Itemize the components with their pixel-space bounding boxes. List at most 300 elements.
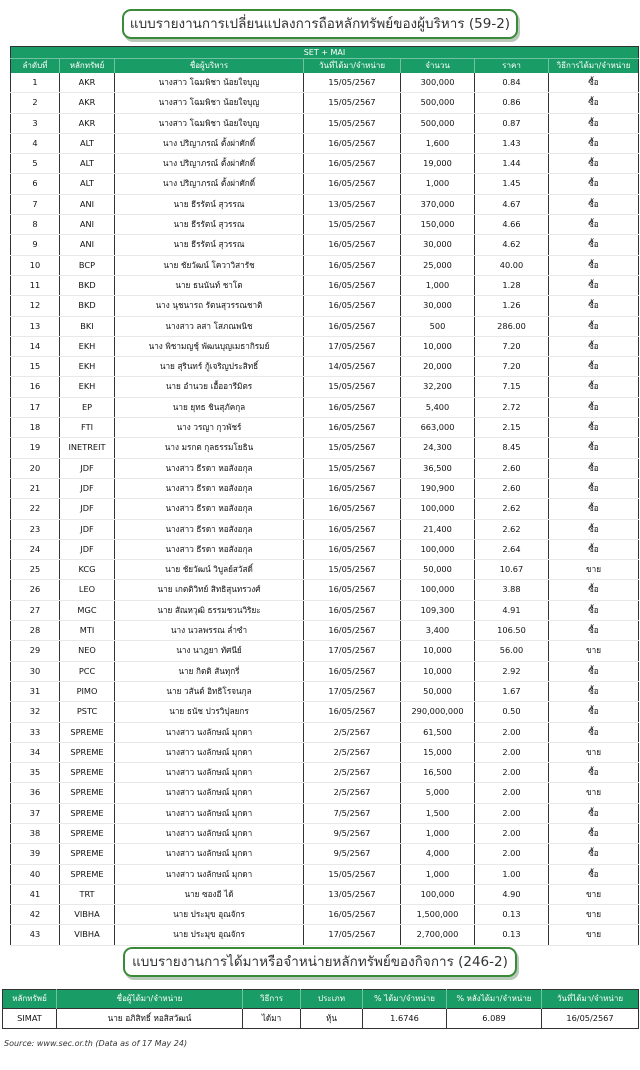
table-row (11, 499, 639, 519)
table-cell: 1.67 (475, 681, 549, 701)
table-cell: SPREME (60, 783, 115, 803)
table-cell: นาย กิตติ สันทุกรี่ (115, 661, 304, 681)
table-cell: 5,400 (401, 397, 475, 417)
table-cell: 1,000 (401, 864, 475, 884)
table-cell: SPREME (60, 864, 115, 884)
table-cell: นางสาว นงลักษณ์ มุกดา (115, 823, 304, 843)
column-header: หลักทรัพย์ (60, 59, 115, 74)
table-cell: EKH (60, 336, 115, 356)
column-header: จำนวน (401, 59, 475, 74)
table-cell: 7.20 (475, 336, 549, 356)
table-cell: 300,000 (401, 73, 475, 93)
table-cell: 16/05/2567 (542, 1009, 639, 1029)
report-59-2-title: แบบรายงานการเปลี่ยนแปลงการถือหลักทรัพย์ของผู้บริหาร (59-2) (122, 9, 518, 39)
table-cell: PCC (60, 661, 115, 681)
table-cell: VIBHA (60, 905, 115, 925)
table-row (11, 844, 639, 864)
table-cell: ซื้อ (549, 194, 639, 214)
table-row (11, 194, 639, 214)
column-header: % ได้มา/จำหน่าย (363, 990, 447, 1009)
table-cell: 6 (11, 174, 60, 194)
table-row (11, 884, 639, 904)
table-cell: นางสาว นงลักษณ์ มุกดา (115, 783, 304, 803)
table-cell: SPREME (60, 803, 115, 823)
table-cell: 23 (11, 519, 60, 539)
table-cell: ได้มา (243, 1009, 301, 1029)
table-cell: ซื้อ (549, 864, 639, 884)
table-cell: ซื้อ (549, 844, 639, 864)
table-cell: 15/05/2567 (304, 560, 401, 580)
table-cell: ซื้อ (549, 621, 639, 641)
table-cell: 32,200 (401, 377, 475, 397)
table-cell: 1 (11, 73, 60, 93)
table-cell: นาง ปริญาภรณ์ ตั้งผ่าศักดิ์ (115, 133, 304, 153)
table-cell: 20 (11, 458, 60, 478)
table-cell: 7.15 (475, 377, 549, 397)
table-cell: AKR (60, 93, 115, 113)
table-cell: 40.00 (475, 255, 549, 275)
table-cell: นางสาว ธีรดา หอสังอกุล (115, 539, 304, 559)
table-cell: 0.84 (475, 73, 549, 93)
table-cell: ขาย (549, 560, 639, 580)
table-cell: 2/5/2567 (304, 722, 401, 742)
table-cell: 1,600 (401, 133, 475, 153)
table-cell: 14 (11, 336, 60, 356)
table-cell: นาย เกตติวิทย์ สิทธิสุนทรวงศ์ (115, 580, 304, 600)
table-row (11, 275, 639, 295)
table-row (11, 925, 639, 945)
table-cell: 16/05/2567 (304, 580, 401, 600)
table-row (11, 661, 639, 681)
table-cell: ซื้อ (549, 499, 639, 519)
table-cell: 15/05/2567 (304, 377, 401, 397)
table-cell: นาย สุรินทร์ กู้เจริญประสิทธิ์ (115, 357, 304, 377)
table-cell: 36,500 (401, 458, 475, 478)
table-row (11, 681, 639, 701)
table-cell: BCP (60, 255, 115, 275)
table-cell: นาย สัณหวุฒิ ธรรมชวนวิริยะ (115, 600, 304, 620)
table-cell: AKR (60, 73, 115, 93)
table-cell: 2.64 (475, 539, 549, 559)
table-cell: 19 (11, 438, 60, 458)
table-cell: 1.28 (475, 275, 549, 295)
table-cell: AKR (60, 113, 115, 133)
table-cell: 2 (11, 93, 60, 113)
table-cell: 16/05/2567 (304, 397, 401, 417)
table-row (11, 560, 639, 580)
table-cell: 9/5/2567 (304, 823, 401, 843)
table-cell: 29 (11, 641, 60, 661)
table-cell: ซื้อ (549, 377, 639, 397)
table-cell: นาย ธีรรัตน์ สุวรรณ (115, 215, 304, 235)
table-cell: 19,000 (401, 154, 475, 174)
table-cell: ซื้อ (549, 519, 639, 539)
table-cell: 1,000 (401, 174, 475, 194)
table-row (11, 154, 639, 174)
table-cell: FTI (60, 418, 115, 438)
table-cell: 9/5/2567 (304, 844, 401, 864)
table-row (11, 641, 639, 661)
market-header: SET + MAI (11, 47, 639, 59)
table-cell: 17/05/2567 (304, 336, 401, 356)
table-cell: 109,300 (401, 600, 475, 620)
table-cell: 3,400 (401, 621, 475, 641)
table-cell: 15/05/2567 (304, 93, 401, 113)
table-cell: 2.92 (475, 661, 549, 681)
table-cell: EKH (60, 377, 115, 397)
table-cell: 35 (11, 763, 60, 783)
table-cell: 34 (11, 742, 60, 762)
table-cell: นาย ประมุข อุณจักร (115, 925, 304, 945)
table-cell: ซื้อ (549, 397, 639, 417)
table-cell: 3.88 (475, 580, 549, 600)
column-header: ชื่อผู้บริหาร (115, 59, 304, 74)
table-cell: 56.00 (475, 641, 549, 661)
table-row (11, 823, 639, 843)
table-cell: นางสาว นงลักษณ์ มุกดา (115, 742, 304, 762)
table-cell: ซื้อ (549, 113, 639, 133)
table-row (11, 73, 639, 93)
table-row (11, 133, 639, 153)
table-cell: LEO (60, 580, 115, 600)
column-header: วิธีการ (243, 990, 301, 1009)
table-cell: PSTC (60, 702, 115, 722)
table-cell: 500 (401, 316, 475, 336)
table-cell: 4 (11, 133, 60, 153)
table-cell: 10,000 (401, 336, 475, 356)
table-cell: BKD (60, 296, 115, 316)
table-cell: KCG (60, 560, 115, 580)
table-cell: 1.26 (475, 296, 549, 316)
table-cell: 20,000 (401, 357, 475, 377)
table-row (11, 600, 639, 620)
table-cell: นาง นุชนารถ รัตนสุวรรณชาติ (115, 296, 304, 316)
table-cell: 190,900 (401, 478, 475, 498)
table-cell: 5 (11, 154, 60, 174)
table-cell: ซื้อ (549, 478, 639, 498)
table-cell: 13 (11, 316, 60, 336)
table-cell: นาง นาฎยา ทัศนีย์ (115, 641, 304, 661)
table-cell: 2,700,000 (401, 925, 475, 945)
table-cell: SPREME (60, 823, 115, 843)
table-cell: 32 (11, 702, 60, 722)
table-cell: 6.089 (447, 1009, 542, 1029)
table-row (11, 215, 639, 235)
table-cell: 28 (11, 621, 60, 641)
table-cell: ซื้อ (549, 336, 639, 356)
table-cell: 15/05/2567 (304, 215, 401, 235)
table-cell: ซื้อ (549, 763, 639, 783)
table-cell: ซื้อ (549, 235, 639, 255)
table-cell: นางสาว ธีรดา หอสังอกุล (115, 499, 304, 519)
table-row (11, 580, 639, 600)
table-cell: MGC (60, 600, 115, 620)
table-cell: SPREME (60, 742, 115, 762)
table-cell: 16/05/2567 (304, 418, 401, 438)
table-cell: 17/05/2567 (304, 681, 401, 701)
table-cell: 5,000 (401, 783, 475, 803)
table-cell: นาง ปริญาภรณ์ ตั้งผ่าศักดิ์ (115, 154, 304, 174)
table-cell: 15 (11, 357, 60, 377)
table-cell: 16 (11, 377, 60, 397)
table-cell: SIMAT (3, 1009, 57, 1029)
table-row (11, 397, 639, 417)
table-cell: 100,000 (401, 884, 475, 904)
table-cell: นาย ธนัช ปวรวิปุลยกร (115, 702, 304, 722)
column-header: % หลังได้มา/จำหน่าย (447, 990, 542, 1009)
table-cell: 16/05/2567 (304, 133, 401, 153)
table-cell: 1,500 (401, 803, 475, 823)
table-cell: นางสาว โฉมพิชา น้อยใจบุญ (115, 93, 304, 113)
table-cell: 16/05/2567 (304, 499, 401, 519)
table-cell: นาย ชัยวัฒน์ วิบูลย์สวัสดิ์ (115, 560, 304, 580)
table-cell: ALT (60, 133, 115, 153)
table-cell: 1.6746 (363, 1009, 447, 1029)
table-cell: นางสาว นงลักษณ์ มุกดา (115, 864, 304, 884)
table-cell: ซื้อ (549, 681, 639, 701)
table-cell: 500,000 (401, 113, 475, 133)
table-cell: ขาย (549, 925, 639, 945)
table-cell: 14/05/2567 (304, 357, 401, 377)
table-cell: ซื้อ (549, 722, 639, 742)
table-cell: ANI (60, 215, 115, 235)
table-cell: 43 (11, 925, 60, 945)
table-cell: นางสาว นงลักษณ์ มุกดา (115, 722, 304, 742)
table-cell: 0.50 (475, 702, 549, 722)
table-cell: JDF (60, 539, 115, 559)
column-header: ราคา (475, 59, 549, 74)
table-cell: 42 (11, 905, 60, 925)
column-header: วันที่ได้มา/จำหน่าย (304, 59, 401, 74)
table-cell: 8 (11, 215, 60, 235)
table-cell: 40 (11, 864, 60, 884)
table-cell: 1,000 (401, 823, 475, 843)
column-header: หลักทรัพย์ (3, 990, 57, 1009)
table-cell: 4.66 (475, 215, 549, 235)
table-cell: 36 (11, 783, 60, 803)
table-cell: ซื้อ (549, 661, 639, 681)
table-cell: INETREIT (60, 438, 115, 458)
table-cell: 4.90 (475, 884, 549, 904)
table-cell: 16/05/2567 (304, 275, 401, 295)
table-cell: JDF (60, 458, 115, 478)
table-cell: นางสาว ธีรดา หอสังอกุล (115, 458, 304, 478)
table-cell: TRT (60, 884, 115, 904)
table-cell: ซื้อ (549, 73, 639, 93)
table-cell: 15,000 (401, 742, 475, 762)
table-cell: 1.45 (475, 174, 549, 194)
table-cell: ซื้อ (549, 458, 639, 478)
table-cell: 9 (11, 235, 60, 255)
table-row (3, 1009, 639, 1029)
table-cell: นางสาว โฉมพิชา น้อยใจบุญ (115, 113, 304, 133)
table-cell: 21,400 (401, 519, 475, 539)
table-cell: นาย อำนวย เอื้ออารีมิตร (115, 377, 304, 397)
table-cell: ALT (60, 174, 115, 194)
table-cell: 15/05/2567 (304, 73, 401, 93)
table-cell: 16/05/2567 (304, 702, 401, 722)
table-cell: 30,000 (401, 296, 475, 316)
table-cell: 16/05/2567 (304, 539, 401, 559)
table-row (11, 113, 639, 133)
table-cell: ซื้อ (549, 174, 639, 194)
table-row (11, 93, 639, 113)
table-row (11, 519, 639, 539)
table-cell: ขาย (549, 742, 639, 762)
table-cell: 500,000 (401, 93, 475, 113)
table-cell: 16/05/2567 (304, 296, 401, 316)
table-cell: 1.43 (475, 133, 549, 153)
table-cell: 30,000 (401, 235, 475, 255)
table-cell: 15/05/2567 (304, 458, 401, 478)
table-row (11, 357, 639, 377)
table-cell: 2.00 (475, 803, 549, 823)
table-cell: 15/05/2567 (304, 864, 401, 884)
table-cell: 2.62 (475, 499, 549, 519)
table-cell: ขาย (549, 905, 639, 925)
table-cell: นาง วรญา กุวพัชร์ (115, 418, 304, 438)
table-cell: นาง ปริญาภรณ์ ตั้งผ่าศักดิ์ (115, 174, 304, 194)
table-cell: 16/05/2567 (304, 600, 401, 620)
table-cell: 4.67 (475, 194, 549, 214)
table-cell: นาง พิชามญชุ์ พัฒนบุญเมธากิรมย์ (115, 336, 304, 356)
company-acquisition-table (2, 989, 639, 1029)
table-row (11, 905, 639, 925)
table-cell: 0.87 (475, 113, 549, 133)
table-cell: 100,000 (401, 580, 475, 600)
source-note: Source: www.sec.or.th (Data as of 17 May 24) (4, 1039, 188, 1048)
table-cell: ซื้อ (549, 803, 639, 823)
table-cell: 2.00 (475, 763, 549, 783)
table-row (11, 458, 639, 478)
table-cell: ซื้อ (549, 296, 639, 316)
table-cell: ซื้อ (549, 702, 639, 722)
table-cell: 0.13 (475, 925, 549, 945)
table-cell: 39 (11, 844, 60, 864)
table-cell: ซื้อ (549, 215, 639, 235)
table-cell: นางสาว โฉมพิชา น้อยใจบุญ (115, 73, 304, 93)
table-cell: นางสาว นงลักษณ์ มุกดา (115, 844, 304, 864)
table-row (11, 438, 639, 458)
table-cell: 2.62 (475, 519, 549, 539)
table-cell: 30 (11, 661, 60, 681)
table-cell: นางสาว นงลักษณ์ มุกดา (115, 803, 304, 823)
table-cell: SPREME (60, 722, 115, 742)
table-cell: 3 (11, 113, 60, 133)
table-cell: 2.00 (475, 844, 549, 864)
table-cell: JDF (60, 499, 115, 519)
table-cell: ซื้อ (549, 93, 639, 113)
table-cell: EP (60, 397, 115, 417)
table-cell: ซื้อ (549, 823, 639, 843)
table-cell: 16,500 (401, 763, 475, 783)
table-cell: ANI (60, 235, 115, 255)
table-cell: 10 (11, 255, 60, 275)
table-cell: 2/5/2567 (304, 763, 401, 783)
table-cell: 7/5/2567 (304, 803, 401, 823)
table-cell: นาย ชัยวัฒน์ โควาวิสารัช (115, 255, 304, 275)
table-cell: นาง มรกต กุลธรรมโยธิน (115, 438, 304, 458)
table-cell: 13/05/2567 (304, 194, 401, 214)
table-cell: 16/05/2567 (304, 478, 401, 498)
table-cell: 25 (11, 560, 60, 580)
table-cell: 370,000 (401, 194, 475, 214)
table-cell: 24 (11, 539, 60, 559)
table-cell: ขาย (549, 884, 639, 904)
table-cell: 2.15 (475, 418, 549, 438)
table-cell: 16/05/2567 (304, 519, 401, 539)
table-row (11, 255, 639, 275)
table-cell: 16/05/2567 (304, 154, 401, 174)
table-cell: 50,000 (401, 681, 475, 701)
table-cell: 16/05/2567 (304, 235, 401, 255)
table-cell: 16/05/2567 (304, 255, 401, 275)
table-cell: ซื้อ (549, 580, 639, 600)
table-cell: นางสาว ลสา โสภณพนิช (115, 316, 304, 336)
table-cell: 286.00 (475, 316, 549, 336)
table-cell: 106.50 (475, 621, 549, 641)
table-cell: PIMO (60, 681, 115, 701)
table-cell: 8.45 (475, 438, 549, 458)
table-cell: 21 (11, 478, 60, 498)
table-row (11, 722, 639, 742)
table-cell: 15/05/2567 (304, 438, 401, 458)
table-cell: 16/05/2567 (304, 905, 401, 925)
table-cell: 7.20 (475, 357, 549, 377)
table-cell: 27 (11, 600, 60, 620)
table-cell: 10.67 (475, 560, 549, 580)
table-row (11, 478, 639, 498)
table-cell: 1,500,000 (401, 905, 475, 925)
table-cell: 33 (11, 722, 60, 742)
table-cell: BKI (60, 316, 115, 336)
table-cell: JDF (60, 478, 115, 498)
table-cell: 15/05/2567 (304, 113, 401, 133)
table-cell: ซื้อ (549, 539, 639, 559)
table-cell: 290,000,000 (401, 702, 475, 722)
table-cell: 61,500 (401, 722, 475, 742)
table-cell: นางสาว ธีรดา หอสังอกุล (115, 478, 304, 498)
executive-holdings-table (10, 46, 639, 946)
table-cell: ซื้อ (549, 275, 639, 295)
table-row (11, 418, 639, 438)
table-row (11, 174, 639, 194)
table-row (11, 235, 639, 255)
table-cell: 18 (11, 418, 60, 438)
table-cell: 2.60 (475, 478, 549, 498)
table-cell: 2.72 (475, 397, 549, 417)
table-cell: ซื้อ (549, 600, 639, 620)
table-cell: 16/05/2567 (304, 174, 401, 194)
table-cell: ANI (60, 194, 115, 214)
table-cell: SPREME (60, 844, 115, 864)
table-cell: 17/05/2567 (304, 641, 401, 661)
table-cell: 10,000 (401, 641, 475, 661)
table-cell: 1,000 (401, 275, 475, 295)
table-cell: MTI (60, 621, 115, 641)
table-cell: 663,000 (401, 418, 475, 438)
table-cell: นางสาว นงลักษณ์ มุกดา (115, 763, 304, 783)
table-cell: 16/05/2567 (304, 621, 401, 641)
table-cell: 100,000 (401, 539, 475, 559)
table-row (11, 742, 639, 762)
table-cell: 150,000 (401, 215, 475, 235)
table-row (11, 621, 639, 641)
table-cell: 7 (11, 194, 60, 214)
table-cell: นาย วสันต์ อิทธิโรจนกุล (115, 681, 304, 701)
table-row (11, 702, 639, 722)
table-cell: 0.86 (475, 93, 549, 113)
